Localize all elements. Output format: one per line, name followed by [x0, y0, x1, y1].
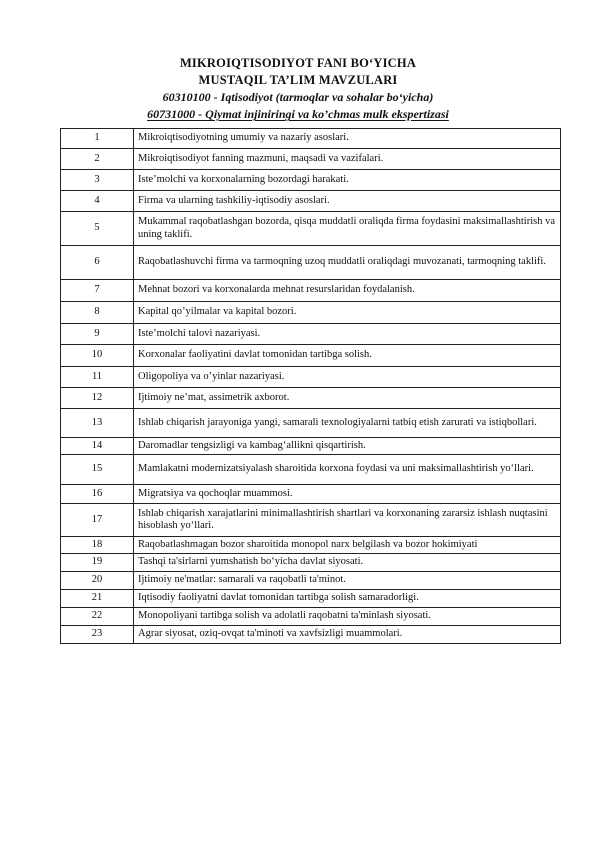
table-row	[61, 149, 561, 170]
topic-text: Mukammal raqobatlashgan bozorda, qisqa muddatli oraliqda firma foydasini maksimallashtirish va uning taklifi.	[134, 212, 561, 246]
topic-text: Ijtimoiy ne’mat, assimetrik axborot.	[134, 388, 561, 409]
topic-number: 11	[61, 367, 134, 388]
program-line-1: 60310100 - Iqtisodiyot (tarmoqlar va sohalar bo‘yicha)	[162, 90, 434, 104]
table-row	[61, 367, 561, 388]
topic-text: Ishlab chiqarish xarajatlarini minimallashtirish shartlari va korxonaning zararsiz ishlash nuqtasini hisoblash yo‘llari.	[134, 504, 561, 537]
table-row	[61, 537, 561, 554]
table-row	[61, 302, 561, 324]
table-row	[61, 455, 561, 485]
topic-number: 14	[61, 438, 134, 455]
topic-text: Firma va ularning tashkiliy-iqtisodiy asoslari.	[134, 191, 561, 212]
topic-number: 7	[61, 280, 134, 302]
topic-text: Migratsiya va qochoqlar muammosi.	[134, 485, 561, 504]
document-header	[0, 55, 596, 123]
topic-text: Iste’molchi va korxonalarning bozordagi harakati.	[134, 170, 561, 191]
table-row	[61, 212, 561, 246]
topic-number: 5	[61, 212, 134, 246]
topic-text: Korxonalar faoliyatini davlat tomonidan tartibga solish.	[134, 345, 561, 367]
topic-number: 22	[61, 608, 134, 626]
topic-text: Mikroiqtisodiyot fanning mazmuni, maqsadi va vazifalari.	[134, 149, 561, 170]
topic-number: 16	[61, 485, 134, 504]
topic-number: 23	[61, 626, 134, 644]
topic-text: Ishlab chiqarish jarayoniga yangi, samarali texnologiyalarni tatbiq etish zarurati va istiqbollari.	[134, 409, 561, 438]
table-row	[61, 170, 561, 191]
topic-text: Daromadlar tengsizligi va kambag‘allikni qisqartirish.	[134, 438, 561, 455]
topic-number: 10	[61, 345, 134, 367]
table-row	[61, 324, 561, 345]
topic-text: Mikroiqtisodiyotning umumiy va nazariy asoslari.	[134, 129, 561, 149]
topic-number: 18	[61, 537, 134, 554]
table-row	[61, 129, 561, 149]
table-row	[61, 438, 561, 455]
table-row	[61, 345, 561, 367]
topic-text: Raqobatlashuvchi firma va tarmoqning uzoq muddatli oraliqdagi muvozanati, tarmoqning taklifi.	[134, 246, 561, 280]
topic-number: 13	[61, 409, 134, 438]
table-row	[61, 590, 561, 608]
table-row	[61, 554, 561, 572]
table-row	[61, 485, 561, 504]
topic-text: Mamlakatni modernizatsiyalash sharoitida korxona foydasi va uni maksimallashtirish yo‘llari.	[134, 455, 561, 485]
table-row	[61, 409, 561, 438]
topic-number: 1	[61, 129, 134, 149]
topic-text: Iqtisodiy faoliyatni davlat tomonidan tartibga solish samaradorligi.	[134, 590, 561, 608]
table-row	[61, 246, 561, 280]
topics-table	[60, 128, 561, 644]
topic-text: Iste’molchi talovi nazariyasi.	[134, 324, 561, 345]
document-subtitle: MUSTAQIL TA’LIM MAVZULARI	[198, 73, 398, 87]
topic-text: Ijtimoiy ne'matlar: samarali va raqobatli ta'minot.	[134, 572, 561, 590]
document-title: MIKROIQTISODIYOT FANI BO‘YICHA	[179, 56, 417, 70]
topic-number: 17	[61, 504, 134, 537]
topic-number: 6	[61, 246, 134, 280]
topic-text: Monopoliyani tartibga solish va adolatli raqobatni ta'minlash siyosati.	[134, 608, 561, 626]
table-row	[61, 191, 561, 212]
topic-text: Tashqi ta'sirlarni yumshatish bo‘yicha davlat siyosati.	[134, 554, 561, 572]
topic-number: 20	[61, 572, 134, 590]
table-row	[61, 626, 561, 644]
topic-number: 8	[61, 302, 134, 324]
topic-text: Oligopoliya va o’yinlar nazariyasi.	[134, 367, 561, 388]
topic-number: 2	[61, 149, 134, 170]
topic-text: Agrar siyosat, oziq-ovqat ta'minoti va xavfsizligi muammolari.	[134, 626, 561, 644]
table-row	[61, 388, 561, 409]
topic-text: Kapital qo’yilmalar va kapital bozori.	[134, 302, 561, 324]
topic-number: 3	[61, 170, 134, 191]
table-row	[61, 608, 561, 626]
topic-number: 15	[61, 455, 134, 485]
table-row	[61, 504, 561, 537]
program-line-2: 60731000 - Qiymat injiniringi va ko’chmas mulk ekspertizasi	[147, 107, 449, 121]
topic-text: Mehnat bozori va korxonalarda mehnat resurslaridan foydalanish.	[134, 280, 561, 302]
table-row	[61, 280, 561, 302]
topic-number: 9	[61, 324, 134, 345]
table-row	[61, 572, 561, 590]
topic-text: Raqobatlashmagan bozor sharoitida monopol narx belgilash va bozor hokimiyati	[134, 537, 561, 554]
topic-number: 21	[61, 590, 134, 608]
topic-number: 12	[61, 388, 134, 409]
topic-number: 19	[61, 554, 134, 572]
topic-number: 4	[61, 191, 134, 212]
